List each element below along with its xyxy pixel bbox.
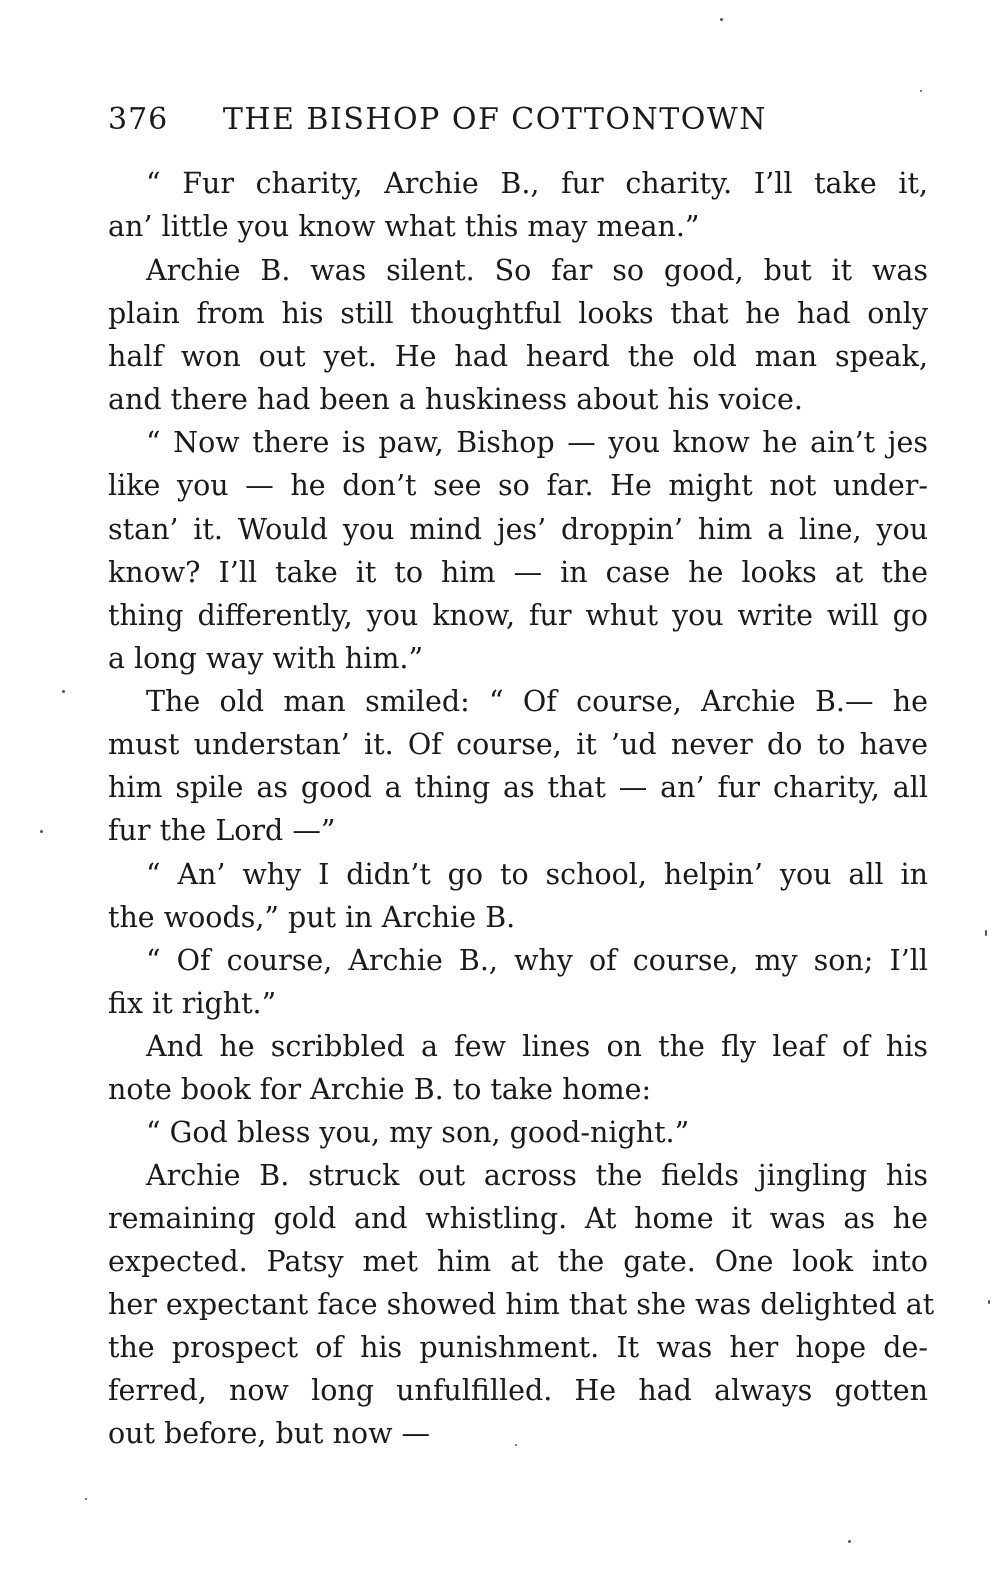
scan-speck <box>988 1300 990 1304</box>
scan-speck <box>515 1444 517 1446</box>
scan-speck <box>62 690 65 693</box>
text-line: thing differently, you know, fur whut you write will go <box>108 599 928 632</box>
text-line: “ Of course, Archie B., why of course, my son; I’ll <box>146 944 928 977</box>
text-line: half won out yet. He had heard the old man speak, <box>108 340 928 373</box>
scan-speck <box>720 18 723 21</box>
scan-speck <box>920 90 922 92</box>
text-line: her expectant face showed him that she was delighted at <box>108 1288 935 1321</box>
text-line: a long way with him.” <box>108 642 424 675</box>
text-line: “ Now there is paw, Bishop — you know he ain’t jes <box>146 426 928 459</box>
text-line: an’ little you know what this may mean.” <box>108 210 700 243</box>
text-line: remaining gold and whistling. At home it was as he <box>108 1202 928 1235</box>
text-line: and there had been a huskiness about his voice. <box>108 383 803 416</box>
text-line: like you — he don’t see so far. He might not under- <box>108 469 928 502</box>
text-line: fur the Lord —” <box>108 814 336 847</box>
page-header <box>108 98 928 142</box>
text-line: Archie B. struck out across the fields jingling his <box>146 1159 928 1192</box>
text-line: him spile as good a thing as that — an’ fur charity, all <box>108 771 928 804</box>
text-line: “ An’ why I didn’t go to school, helpin’ you all in <box>146 858 928 891</box>
text-line: ferred, now long unfulfilled. He had always gotten <box>108 1374 928 1407</box>
text-line: the woods,” put in Archie B. <box>108 901 516 934</box>
text-line: plain from his still thoughtful looks that he had only <box>108 297 928 330</box>
text-line: expected. Patsy met him at the gate. One look into <box>108 1245 928 1278</box>
scan-speck <box>848 1540 851 1543</box>
text-line: note book for Archie B. to take home: <box>108 1073 652 1106</box>
page-number: 376 <box>108 102 169 137</box>
text-line: know? I’ll take it to him — in case he looks at the <box>108 556 928 589</box>
text-line: stan’ it. Would you mind jes’ droppin’ him a line, you <box>108 513 928 546</box>
scan-speck <box>985 930 987 936</box>
running-title: THE BISHOP OF COTTONTOWN <box>222 102 767 137</box>
text-line: And he scribbled a few lines on the fly leaf of his <box>146 1030 928 1063</box>
scan-speck <box>85 1498 87 1500</box>
scan-speck <box>40 830 43 833</box>
text-line: must understan’ it. Of course, it ’ud never do to have <box>108 728 928 761</box>
text-line: fix it right.” <box>108 987 277 1020</box>
text-line: out before, but now — <box>108 1417 431 1450</box>
text-line: The old man smiled: “ Of course, Archie B.— he <box>146 685 928 718</box>
text-line: “ God bless you, my son, good-night.” <box>146 1116 690 1149</box>
text-line: the prospect of his punishment. It was her hope de- <box>108 1331 928 1364</box>
text-line: “ Fur charity, Archie B., fur charity. I’ll take it, <box>146 167 928 200</box>
text-line: Archie B. was silent. So far so good, but it was <box>146 254 928 287</box>
